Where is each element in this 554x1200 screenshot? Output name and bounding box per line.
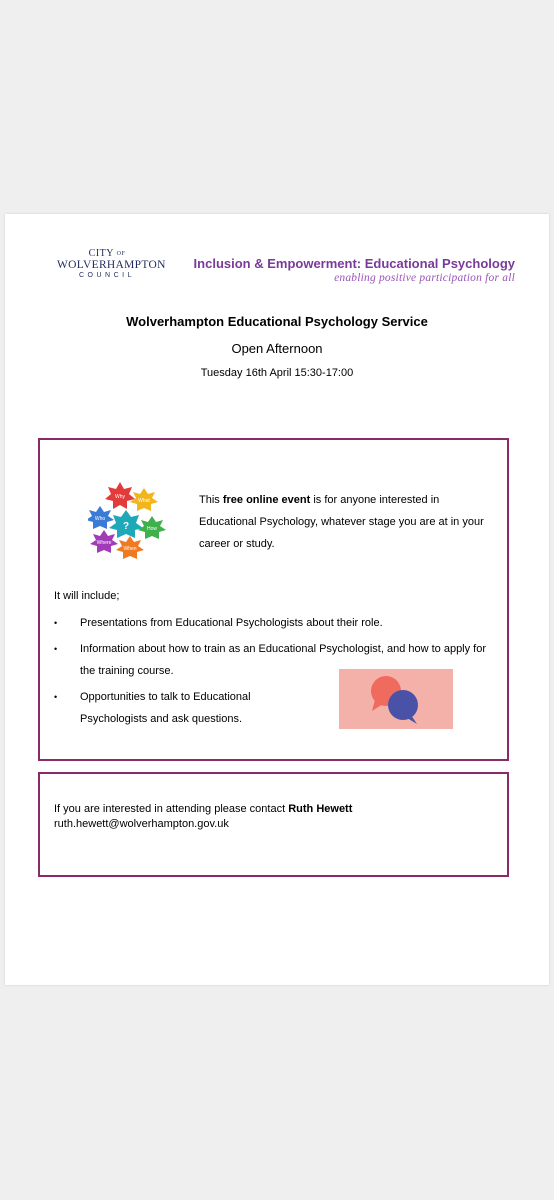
star-why <box>105 482 135 509</box>
event-title: Open Afternoon <box>231 341 323 356</box>
intro-text-end: is for anyone interested in Educational Psychology, whatever stage you are at in your career or study. <box>199 494 484 550</box>
star-what-label: What <box>138 498 150 504</box>
list-item: • Information about how to train as an Educational Psychologist, and how to apply for the training course. <box>54 638 494 682</box>
intro-text-start: This <box>199 494 223 506</box>
logo-city-text: CITY <box>88 248 114 259</box>
star-what <box>130 488 158 511</box>
contact-name: Ruth Hewett <box>288 803 353 815</box>
tagline-title: Inclusion & Empowerment: Educational Psychology <box>193 256 515 271</box>
service-title: Wolverhampton Educational Psychology Service <box>126 314 428 329</box>
will-include-label: It will include; <box>54 590 120 602</box>
list-item: • Presentations from Educational Psychologists about their role. <box>54 612 494 634</box>
star-where-label: Where <box>96 540 112 546</box>
star-question-label: ? <box>122 521 130 532</box>
contact-box <box>38 772 509 877</box>
star-question <box>109 510 143 538</box>
list-item: • Opportunities to talk to Educational Psychologists and ask questions. <box>54 686 300 730</box>
logo-wolverhampton-text: WOLVERHAMPTON <box>57 259 166 271</box>
contact-text: If you are interested in attending please contact <box>54 803 289 815</box>
chat-bubbles-icon <box>339 669 453 729</box>
document-page <box>5 214 549 985</box>
contact-info <box>54 802 352 832</box>
event-intro <box>199 489 499 555</box>
star-where <box>90 530 118 553</box>
star-how <box>138 516 166 539</box>
logo-of-text: OF <box>116 251 126 257</box>
star-how-label: How <box>146 526 158 532</box>
tagline <box>194 256 515 284</box>
chat-illustration <box>339 669 453 729</box>
question-stars-icon <box>88 480 168 560</box>
star-when <box>116 536 144 559</box>
star-when-label: When <box>123 546 137 552</box>
intro-bold-text: free online event <box>222 494 311 506</box>
event-details-box <box>38 438 509 761</box>
event-date: Tuesday 16th April 15:30-17:00 <box>200 367 354 379</box>
star-who-label: Who <box>94 516 106 522</box>
star-who <box>88 506 114 529</box>
logo-council-text: COUNCIL <box>78 272 135 279</box>
city-of-wolverhampton-council-logo <box>57 248 166 281</box>
tagline-subtitle: enabling positive participation for all <box>334 272 515 284</box>
star-why-label: Why <box>115 494 125 500</box>
contact-email: ruth.hewett@wolverhampton.gov.uk <box>54 818 229 830</box>
